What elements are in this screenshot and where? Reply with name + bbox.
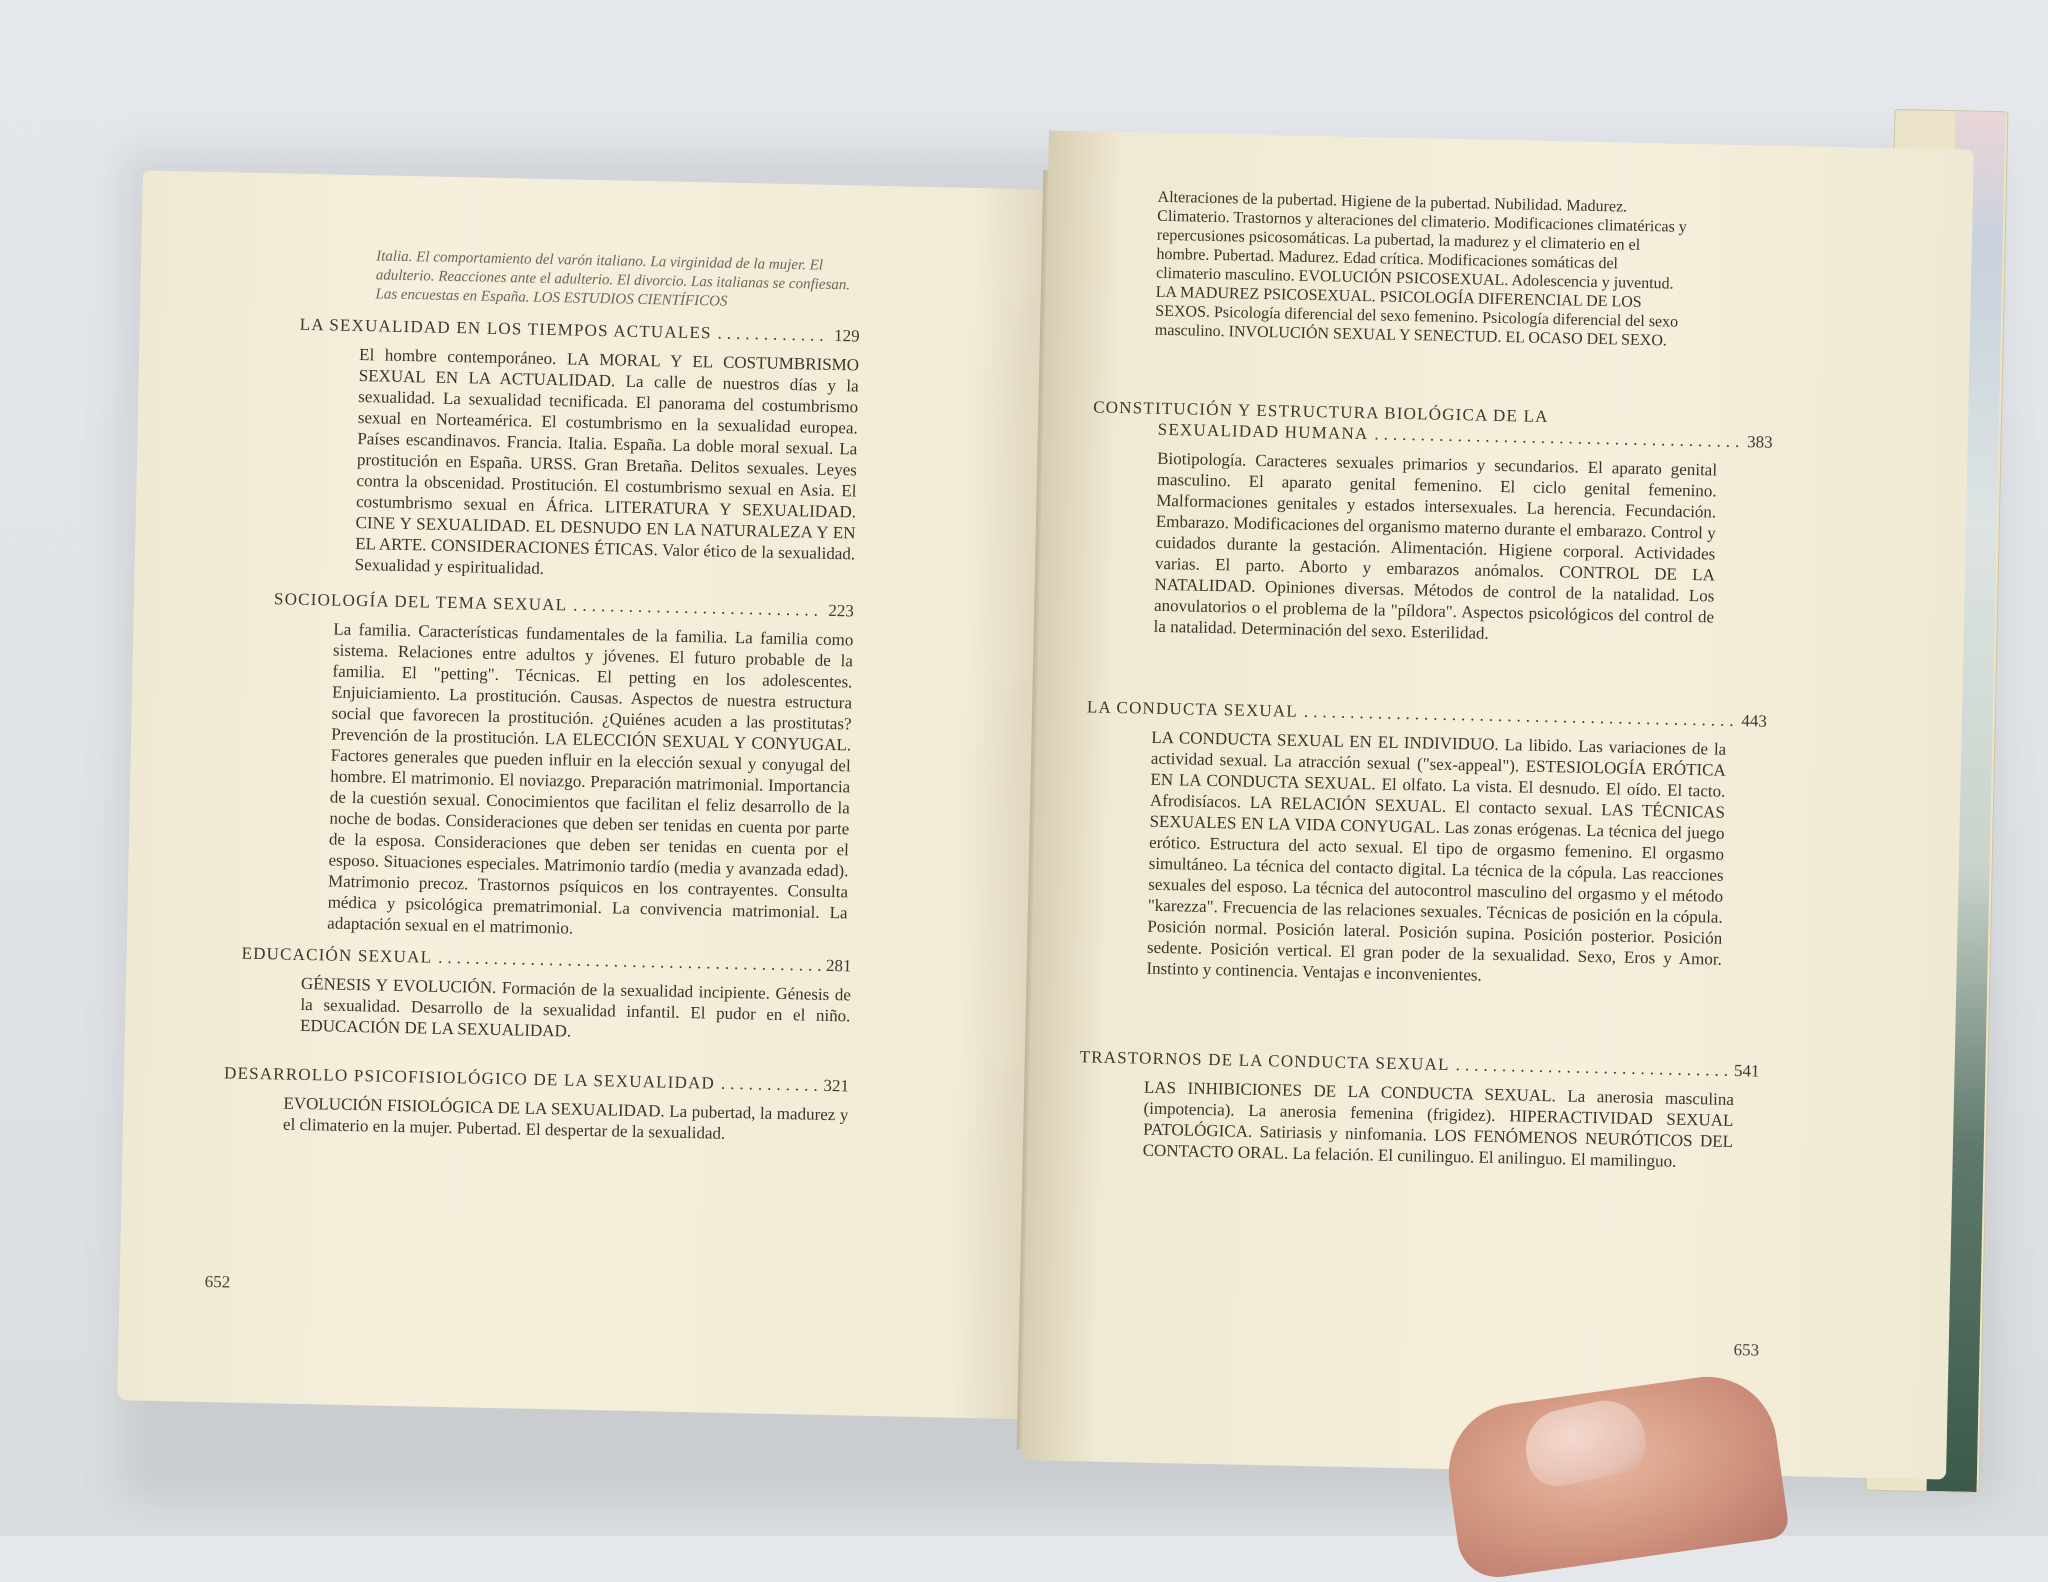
toc-heading bbox=[241, 943, 851, 977]
toc-page-number: 383 bbox=[1746, 432, 1773, 452]
toc-entry bbox=[223, 1062, 849, 1146]
toc-entry bbox=[1088, 396, 1773, 649]
toc-title: SOCIOLOGÍA DEL TEMA SEXUAL bbox=[273, 589, 568, 615]
toc-title: EDUCACIÓN SEXUAL bbox=[241, 943, 433, 967]
toc-title: DESARROLLO PSICOFISIOLÓGICO DE LA SEXUALIDAD bbox=[223, 1063, 716, 1093]
leader-dots bbox=[717, 323, 828, 346]
toc-page-number: 321 bbox=[823, 1075, 850, 1096]
toc-entry bbox=[1077, 1046, 1759, 1173]
page-number: 652 bbox=[204, 1271, 231, 1292]
toc-description: El hombre contemporáneo. LA MORAL Y EL COSTUMBRISMO SEXUAL EN LA ACTUALIDAD. La calle de nuestros días y la sexualidad. La sexualidad tecnificada. El panorama del costumbrismo sexual en Norteamérica. El costumbrismo en la sexualidad europea. Países escandinavos. Francia. Italia. España. La doble moral sexual. La prostitución en España. URSS. Gran Bretaña. Delitos sexuales. Leyes contra la obscenidad. Prostitución. El costumbrismo sexual en Asia. El costumbrismo sexual en África. LITERATURA Y SEXUALIDAD. CINE Y SEXUALIDAD. EL DESNUDO EN LA NATURALEZA Y EN EL ARTE. CONSIDERACIONES ÉTICAS. Valor ético de la sexualidad. Sexualidad y espiritualidad. bbox=[354, 345, 860, 578]
toc-heading bbox=[300, 314, 860, 347]
toc-title: CONSTITUCIÓN Y ESTRUCTURA BIOLÓGICA DE LA bbox=[1093, 397, 1549, 426]
left-page bbox=[117, 170, 1068, 1419]
toc-description: LAS INHIBICIONES DE LA CONDUCTA SEXUAL. La anerosia masculina (impotencia). La anerosia femenina (frigidez). HIPERACTIVIDAD SEXUAL PATOLÓGICA. Satiriasis y ninfomania. LOS FENÓMENOS NEURÓTICOS DEL CONTACTO ORAL. La felación. El cunilinguo. El anilinguo. El mamilinguo. bbox=[1142, 1077, 1735, 1171]
left-page-intro: Italia. El comportamiento del varón italiano. La virginidad de la mujer. El adulterio. Reacciones ante el adulterio. El divorcio. Las italianas se confiesan. Las encuestas en España. LOS ESTUDIOS CIENTÍFICOS bbox=[375, 248, 851, 310]
toc-entry bbox=[240, 943, 852, 1048]
toc-entry bbox=[295, 314, 860, 586]
toc-description: LA CONDUCTA SEXUAL EN EL INDIVIDUO. La libido. Las variaciones de la actividad sexual. La atracción sexual ("sex-appeal"). ESTESIOLOGÍA ERÓTICA EN LA CONDUCTA SEXUAL. El olfato. La vista. El desnudo. El oído. El tacto. Afrodisíacos. LA RELACIÓN SEXUAL. El contacto sexual. LAS TÉCNICAS SEXUALES EN LA VIDA CONYUGAL. Las zonas erógenas. La técnica del juego erótico. Estructura del acto sexual. El tipo de orgasmo femenino. El orgasmo simultáneo. La técnica del contacto digital. La técnica de la cópula. Las reacciones sexuales del esposo. La técnica del autocontrol masculino del orgasmo y el método "karezza". Frecuencia de las relaciones sexuales. Técnicas de posición en la cópula. Posición normal. Posición lateral. Posición supina. Posición posterior. Posición sedente. Posición vertical. El gran poder de la sexualidad. Sexo, Eros y Amor. Instinto y continencia. Ventajas e inconvenientes. bbox=[1146, 727, 1727, 985]
toc-page-number: 281 bbox=[825, 955, 852, 976]
right-page bbox=[1021, 130, 1974, 1479]
leader-dots bbox=[573, 595, 823, 621]
toc-title: LA CONDUCTA SEXUAL bbox=[1086, 697, 1299, 721]
toc-description: EVOLUCIÓN FISIOLÓGICA DE LA SEXUALIDAD. La pubertad, la madurez y el climaterio en la mujer. Pubertad. El despertar de la sexualidad. bbox=[282, 1093, 849, 1143]
toc-heading bbox=[1087, 696, 1767, 731]
leader-dots bbox=[1304, 701, 1736, 731]
toc-heading bbox=[274, 588, 854, 621]
toc-title: TRASTORNOS DE LA CONDUCTA SEXUAL bbox=[1079, 1047, 1450, 1075]
toc-page-number: 223 bbox=[828, 600, 855, 621]
toc-title: SEXUALIDAD HUMANA bbox=[1157, 419, 1369, 444]
toc-heading bbox=[224, 1062, 849, 1096]
right-page-intro: Alteraciones de la pubertad. Higiene de la pubertad. Nubilidad. Madurez. Climaterio. Trastornos y alteraciones del climaterio. Modificaciones climatéricas y repercusiones psicosomáticas. La pubertad, la madurez y el climaterio en el hombre. Pubertad. Madurez. Edad crítica. Modificaciones somáticas del climaterio masculino. EVOLUCIÓN PSICOSEXUAL. Adolescencia y juventud. LA MADUREZ PSICOSEXUAL. PSICOLOGÍA DIFERENCIAL DE LOS SEXOS. Psicología diferencial del sexo femenino. Psicología diferencial del sexo masculino. INVOLUCIÓN SEXUAL Y SENECTUD. EL OCASO DEL SEXO. bbox=[1154, 188, 1687, 350]
toc-page-number: 443 bbox=[1741, 711, 1768, 731]
toc-entry bbox=[1081, 696, 1767, 991]
toc-title: LA SEXUALIDAD EN LOS TIEMPOS ACTUALES bbox=[299, 314, 712, 343]
leader-dots bbox=[438, 947, 820, 976]
leader-dots bbox=[1455, 1054, 1728, 1081]
leader-dots bbox=[721, 1073, 818, 1096]
toc-heading bbox=[1079, 1046, 1759, 1081]
toc-page-number: 541 bbox=[1733, 1061, 1760, 1081]
toc-page-number: 129 bbox=[833, 325, 860, 346]
page-number: 653 bbox=[1733, 1340, 1760, 1360]
toc-description: GÉNESIS Y EVOLUCIÓN. Formación de la sexualidad incipiente. Génesis de la sexualidad. Desarrollo de la sexualidad infantil. El pudor en el niño. EDUCACIÓN DE LA SEXUALIDAD. bbox=[299, 973, 852, 1041]
toc-description: Biotipología. Caracteres sexuales primarios y secundarios. El aparato genital masculino. El aparato genital femenino. El ciclo genital femenino. Malformaciones genitales y estados intersexuales. La herencia. Fecundación. Embarazo. Modificaciones del organismo materno durante el embarazo. Control y cuidados durante la gestación. Alimentación. Higiene corporal. Actividades varias. El parto. Aborto y embarazos anómalos. CONTROL DE LA NATALIDAD. Opiniones diversas. Métodos de control de la natalidad. Los anovulatorios o el problema de la "píldora". Aspectos psicológicos del control de la natalidad. Determinación del sexo. Esterilidad. bbox=[1153, 448, 1718, 643]
toc-description: La familia. Características fundamentales de la familia. La familia como sistema. Relaciones entre adultos y jóvenes. El futuro probable de la familia. El "petting". Técnicas. El petting en los adolescentes. Enjuiciamiento. La prostitución. Causas. Aspectos de nuestra estructura social que favorecen la prostitución. ¿Quiénes acuden a las prostitutas? Prevención de la prostitución. LA ELECCIÓN SEXUAL Y CONYUGAL. Factores generales que pueden influir en la elección sexual y conyugal del hombre. El matrimonio. El noviazgo. Preparación matrimonial. Importancia de la cuestión sexual. Conocimientos que facilitan el feliz desarrollo de la noche de bodas. Consideraciones que deben ser tenidas en cuenta por parte de la esposa. Consideraciones que deben ser tenidas en cuenta por el esposo. Situaciones especiales. Matrimonio tardío (media y avanzada edad). Matrimonio precoz. Trastornos psíquicos en los contrayentes. Consulta médica y psicológica prematrimonial. La convivencia matrimonial. La adaptación sexual en el matrimonio. bbox=[327, 619, 854, 938]
toc-entry bbox=[267, 588, 854, 944]
